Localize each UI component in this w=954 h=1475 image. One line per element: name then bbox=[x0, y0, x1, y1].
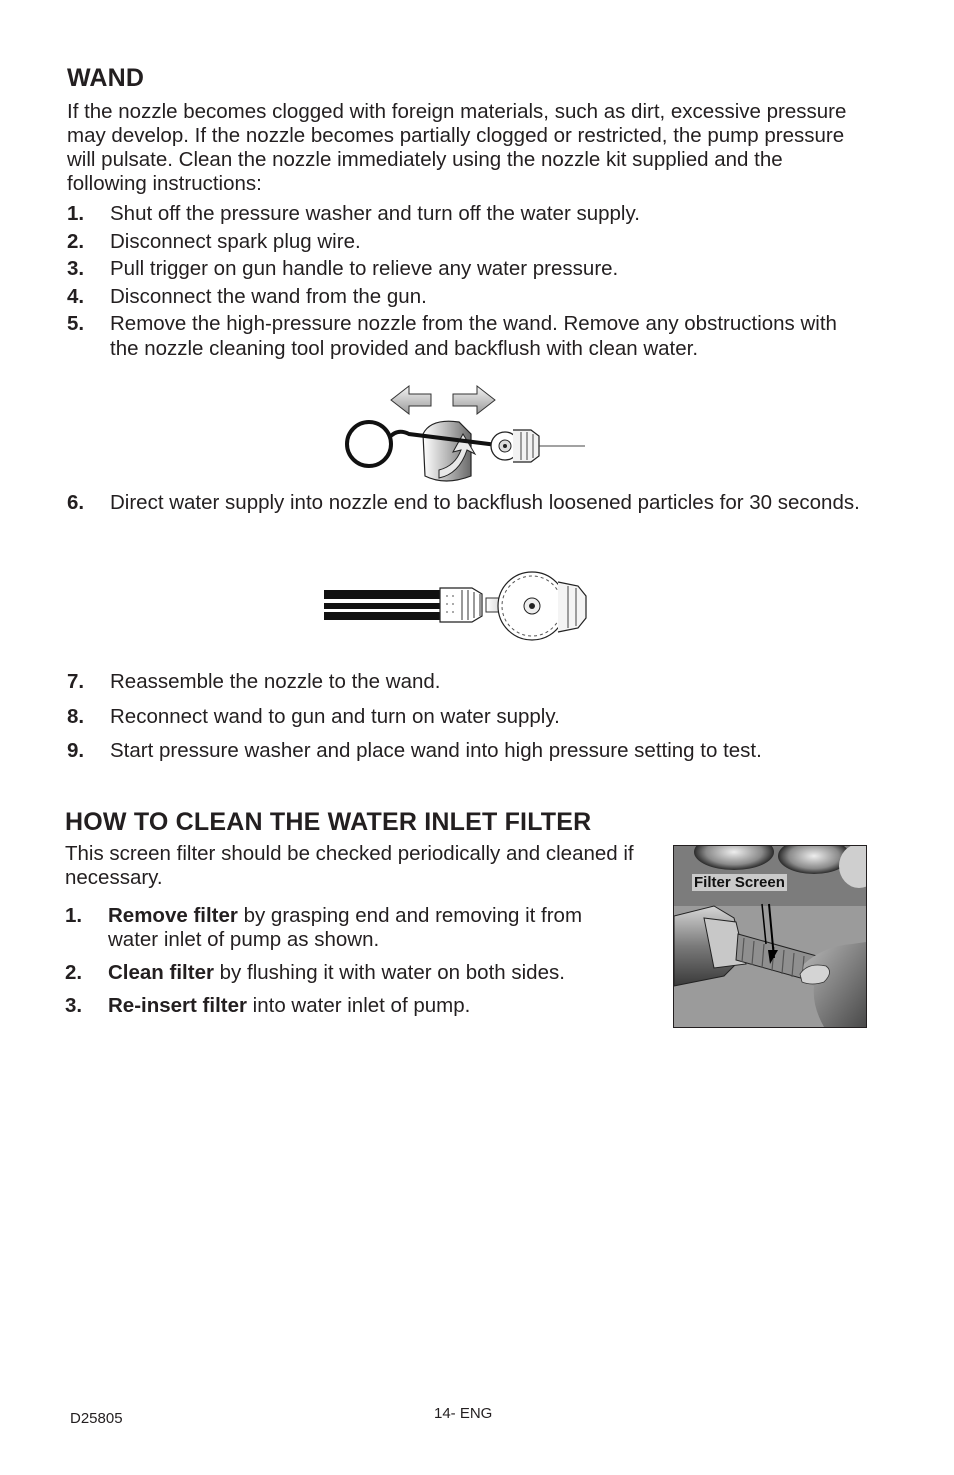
step-text: Reassemble the nozzle to the wand. bbox=[110, 670, 441, 693]
step-text: Remove the high-pressure nozzle from the wand. Remove any obstructions with the nozzle cleaning tool provided and backflush with clean water. bbox=[110, 312, 837, 360]
step-action: Remove filter bbox=[108, 904, 238, 927]
step-text: Disconnect the wand from the gun. bbox=[110, 285, 427, 308]
step-text: Start pressure washer and place wand into high pressure setting to test. bbox=[110, 739, 762, 762]
filter-photo bbox=[673, 845, 867, 1028]
step-number: 7. bbox=[67, 670, 85, 693]
step-text: Pull trigger on gun handle to relieve any water pressure. bbox=[110, 257, 619, 280]
step-text bbox=[108, 961, 628, 985]
wand-intro: If the nozzle becomes clogged with foreign materials, such as dirt, excessive pressure may develop. If the nozzle becomes partially clogged or restricted, the pump pressure will pulsate. Clean the nozzle immediately using the nozzle kit supplied and the following instructions: bbox=[67, 100, 847, 195]
step-number: 2. bbox=[65, 961, 83, 984]
step-number: 9. bbox=[67, 739, 85, 762]
step-text: Shut off the pressure washer and turn off the water supply. bbox=[110, 202, 640, 225]
step-text: Disconnect spark plug wire. bbox=[110, 230, 361, 253]
step-text bbox=[108, 994, 628, 1018]
step-text: Reconnect wand to gun and turn on water supply. bbox=[110, 705, 560, 728]
doc-number: D25805 bbox=[70, 1410, 123, 1427]
wand-heading: WAND bbox=[67, 64, 145, 92]
step-action: Clean filter bbox=[108, 961, 214, 984]
step-number: 1. bbox=[65, 904, 83, 927]
page-number: 14- ENG bbox=[434, 1405, 493, 1422]
step-action: Re-insert filter bbox=[108, 994, 247, 1017]
step-number: 3. bbox=[67, 257, 85, 280]
step-detail: by flushing it with water on both sides. bbox=[213, 961, 565, 984]
backflush-illustration bbox=[322, 562, 592, 652]
step-number: 6. bbox=[67, 491, 85, 514]
step-detail: into water inlet of pump. bbox=[246, 994, 471, 1017]
nozzle-cleaning-illustration bbox=[335, 378, 595, 488]
filter-heading: HOW TO CLEAN THE WATER INLET FILTER bbox=[65, 808, 592, 836]
step-number: 8. bbox=[67, 705, 85, 728]
step-number: 2. bbox=[67, 230, 85, 253]
step-number: 4. bbox=[67, 285, 85, 308]
filter-screen-label: Filter Screen bbox=[694, 874, 785, 891]
step-text: Direct water supply into nozzle end to backflush loosened particles for 30 seconds. bbox=[110, 491, 860, 514]
filter-intro: This screen filter should be checked periodically and cleaned if necessary. bbox=[65, 842, 634, 889]
step-number: 1. bbox=[67, 202, 85, 225]
step-number: 3. bbox=[65, 994, 83, 1017]
step-text bbox=[108, 904, 628, 952]
step-detail: by grasping end and removing it from water inlet of pump as shown. bbox=[108, 904, 583, 951]
step-number: 5. bbox=[67, 312, 85, 335]
